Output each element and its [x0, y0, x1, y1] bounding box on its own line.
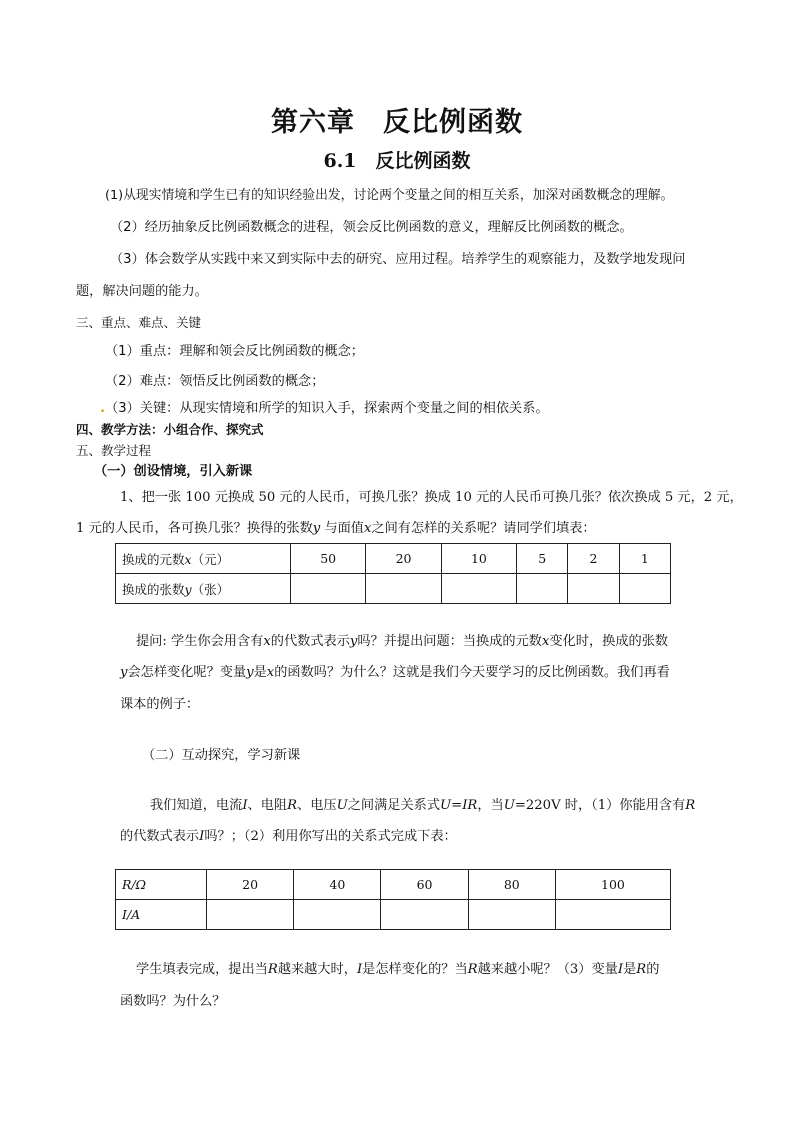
objective-1: (1)从现实情境和学生已有的知识经验出发，讨论两个变量之间的相互关系，加深对函数概念的理解。	[105, 188, 674, 203]
part-2-line-2: 的代数式表示I吗？；（2）利用你写出的关系式完成下表：	[120, 829, 457, 844]
part-2-heading: （二）互动探究，学习新课	[142, 748, 301, 763]
table-cell	[291, 574, 366, 604]
closing-line-1: 学生填表完成，提出当R越来越大时，I是怎样变化的？当R越来越小呢？（3）变量I是R的	[136, 962, 660, 977]
table-cell	[381, 900, 468, 930]
table-row	[116, 544, 671, 574]
closing-line-2: 函数吗？为什么？	[120, 994, 226, 1009]
section-5-heading: 五、教学过程	[76, 443, 152, 458]
table-header-cell: R/Ω	[116, 870, 207, 900]
section-4-heading: 四、教学方法：小组合作、探究式	[76, 422, 264, 437]
question-line-3: 课本的例子：	[120, 697, 200, 712]
part-1-heading: （一）创设情境，引入新课	[94, 464, 253, 479]
table-header-cell: 换成的张数y（张）	[116, 574, 291, 604]
table-cell: 40	[294, 870, 381, 900]
table-row	[116, 900, 671, 930]
section-3-heading: 三、重点、难点、关键	[76, 315, 202, 330]
marker-dot: .	[100, 401, 106, 416]
table-cell	[207, 900, 294, 930]
objective-2: （2）经历抽象反比例函数概念的进程，领会反比例函数的意义，理解反比例函数的概念。	[110, 220, 633, 235]
table-cell	[366, 574, 441, 604]
resistance-table	[115, 869, 671, 930]
objective-3: （3）体会数学从实践中来又到实际中去的研究、应用过程。培养学生的观察能力，及数学地发现问	[110, 252, 686, 267]
part-1-line-1: 1、把一张 100 元换成 50 元的人民币，可换几张？换成 10 元的人民币可换几张？依次换成 5 元，2 元，	[120, 490, 743, 505]
table-cell	[294, 900, 381, 930]
table-cell: 1	[619, 544, 670, 574]
section-title: 6.1 反比例函数	[323, 150, 471, 172]
table-cell: 20	[207, 870, 294, 900]
table-cell: 20	[366, 544, 441, 574]
table-cell	[468, 900, 555, 930]
table-header-cell: 换成的元数x（元）	[116, 544, 291, 574]
table-cell: 50	[291, 544, 366, 574]
table-row	[116, 870, 671, 900]
key-point-item: （1）重点：理解和领会反比例函数的概念；	[105, 344, 364, 359]
objective-3-cont: 题，解决问题的能力。	[76, 284, 208, 299]
table-cell	[568, 574, 619, 604]
table-cell: 100	[555, 870, 670, 900]
table-cell: 80	[468, 870, 555, 900]
table-cell	[619, 574, 670, 604]
currency-table	[115, 543, 671, 604]
chapter-title: 第六章 反比例函数	[271, 107, 523, 138]
table-cell: 2	[568, 544, 619, 574]
difficulty-item: （2）难点：领悟反比例函数的概念；	[105, 374, 325, 389]
table-cell	[555, 900, 670, 930]
question-line-2: y会怎样变化呢？变量y是x的函数吗？为什么？这就是我们今天要学习的反比例函数。我们再看	[120, 665, 670, 680]
part-2-line-1: 我们知道，电流I、电阻R、电压U之间满足关系式U=IR，当U=220V 时，（1）你能用含有R	[150, 798, 696, 813]
table-cell	[441, 574, 516, 604]
table-cell: 10	[441, 544, 516, 574]
table-cell	[517, 574, 568, 604]
key-item: .（3）关键：从现实情境和所学的知识入手，探索两个变量之间的相依关系。	[100, 401, 549, 416]
table-header-cell: I/A	[116, 900, 207, 930]
table-row	[116, 574, 671, 604]
question-line-1: 提问: 学生你会用含有x的代数式表示y吗？并提出问题：当换成的元数x变化时，换成的张数	[136, 634, 669, 649]
table-cell: 5	[517, 544, 568, 574]
table-cell: 60	[381, 870, 468, 900]
part-1-line-2: 1 元的人民币，各可换几张？换得的张数y 与面值x之间有怎样的关系呢？请同学们填表：	[76, 521, 596, 536]
